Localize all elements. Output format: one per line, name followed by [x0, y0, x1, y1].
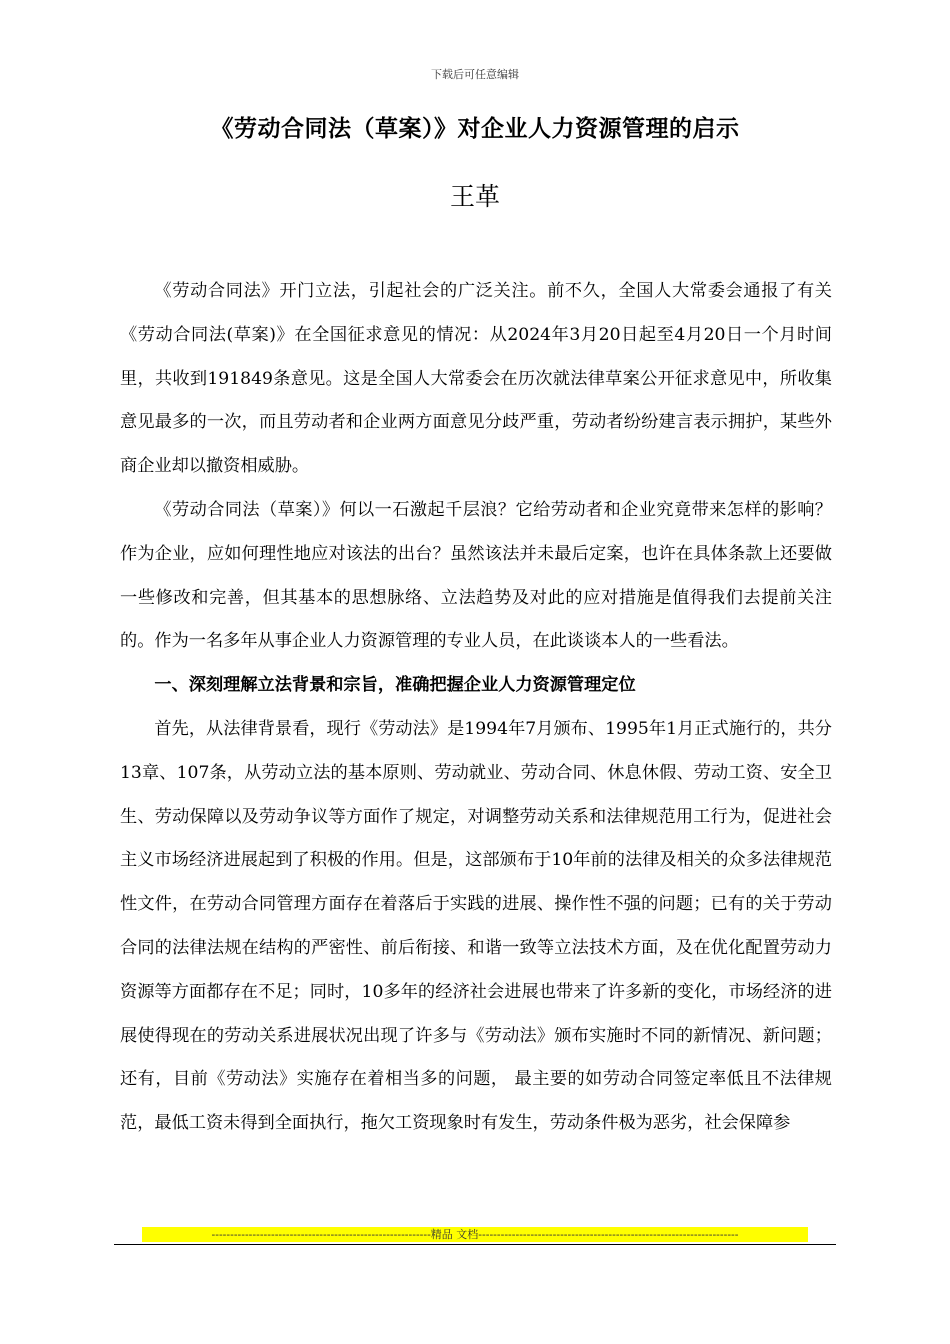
section-heading: 一、深刻理解立法背景和宗旨，准确把握企业人力资源管理定位 — [154, 675, 636, 696]
paragraph-question: 《劳动合同法（草案）》何以一石激起千层浪？它给劳动者和企业究竟带来怎样的影响？作为企业，应如何理性地应对该法的出台？虽然该法并未最后定案，也许在具体条款上还要做一些修改和完善，但其基本的思想脉络、立法趋势及对此的应对措施是值得我们去提前关注的。作为一名多年从事企业人力资源管理的专业人员，在此谈谈本人的一些看法。 — [120, 499, 832, 652]
download-note: 下载后可任意编辑 — [431, 68, 519, 81]
footer-banner: -----------------------------------------------------------精品 文档---------------------------------------------------------------------- — [142, 1227, 808, 1242]
document-body — [120, 270, 832, 1146]
document-title: 《劳动合同法（草案）》对企业人力资源管理的启示 — [210, 115, 740, 142]
paragraph-background: 首先，从法律背景看，现行《劳动法》是1994年7月颁布、1995年1月正式施行的，共分13章、107条，从劳动立法的基本原则、劳动就业、劳动合同、休息休假、劳动工资、安全卫生、劳动保障以及劳动争议等方面作了规定，对调整劳动关系和法律规范用工行为，促进社会主义市场经济进展起到了积极的作用。但是，这部颁布于10年前的法律及相关的众多法律规范性文件，在劳动合同管理方面存在着落后于实践的进展、操作性不强的问题；已有的关于劳动合同的法律法规在结构的严密性、前后衔接、和谐一致等立法技术方面，及在优化配置劳动力资源等方面都存在不足；同时，10多年的经济社会进展也带来了许多新的变化，市场经济的进展使得现在的劳动关系进展状况出现了许多与《劳动法》颁布实施时不同的新情况、新问题；还有，目前《劳动法》实施存在着相当多的问题， 最主要的如劳动合同签定率低且不法律规范，最低工资未得到全面执行，拖欠工资现象时有发生，劳动条件极为恶劣，社会保障参 — [120, 718, 832, 1134]
footer-divider — [114, 1244, 836, 1245]
author-name: 王革 — [449, 182, 500, 211]
paragraph-intro: 《劳动合同法》开门立法，引起社会的广泛关注。前不久，全国人大常委会通报了有关《劳动合同法(草案)》在全国征求意见的情况：从2024年3月20日起至4月20日一个月时间里，共收到191849条意见。这是全国人大常委会在历次就法律草案公开征求意见中，所收集意见最多的一次，而且劳动者和企业两方面意见分歧严重，劳动者纷纷建言表示拥护，某些外商企业却以撤资相威胁。 — [120, 281, 832, 477]
